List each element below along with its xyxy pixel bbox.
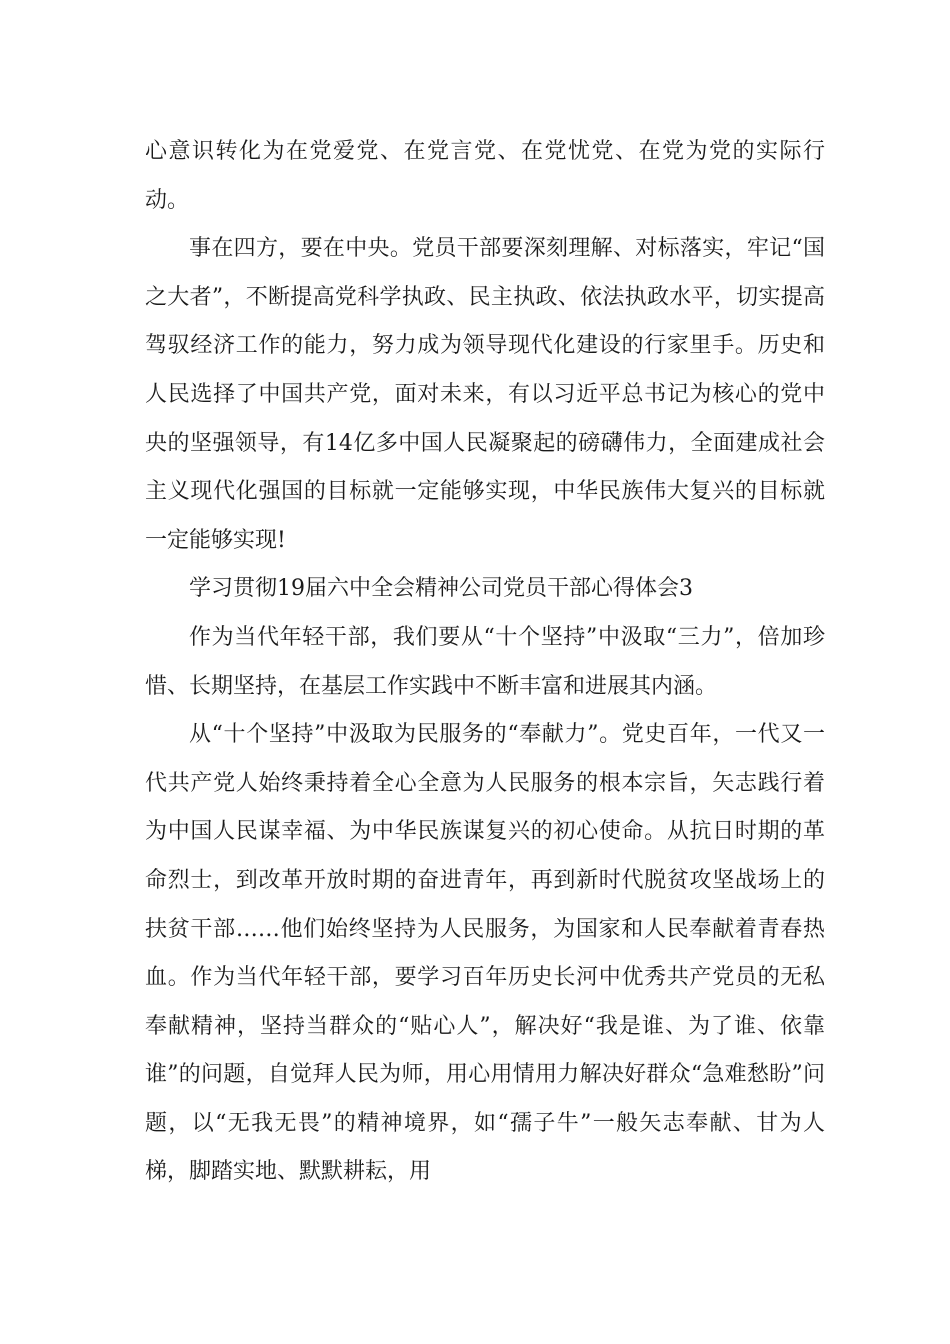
- section-heading: 学习贯彻19届六中全会精神公司党员干部心得体会3: [189, 576, 693, 602]
- paragraph-continuation: 心意识转化为在党爱党、在党言党、在党忧党、在党为党的实际行动。: [145, 139, 825, 213]
- paragraph-three-forces-intro: 作为当代年轻干部，我们要从“十个坚持”中汲取“三力”，倍加珍惜、长期坚持，在基层工作实践中不断丰富和进展其内涵。: [145, 624, 825, 699]
- paragraph-central-leadership: 事在四方，要在中央。党员干部要深刻理解、对标落实，牢记“国之大者”，不断提高党科学执政、民主执政、依法执政水平，切实提高驾驭经济工作的能力，努力成为领导现代化建设的行家里手。历史和人民选择了中国共产党，面对未来，有以习近平总书记为核心的党中央的坚强领导，有14亿多中国人民凝聚起的磅礴伟力，全面建成社会主义现代化强国的目标就一定能够实现，中华民族伟大复兴的目标就一定能够实现!: [145, 236, 825, 553]
- document-body: [145, 128, 825, 1197]
- paragraph-dedication: 从“十个坚持”中汲取为民服务的“奉献力”。党史百年，一代又一代共产党人始终秉持着全心全意为人民服务的根本宗旨，矢志践行着为中国人民谋幸福、为中华民族谋复兴的初心使命。从抗日时期的革命烈士，到改革开放时期的奋进青年，再到新时代脱贫攻坚战场上的扶贫干部……他们始终坚持为人民服务，为国家和人民奉献着青春热血。作为当代年轻干部，要学习百年历史长河中优秀共产党员的无私奉献精神，坚持当群众的“贴心人”，解决好“我是谁、为了谁、依靠谁”的问题，自觉拜人民为师，用心用情用力解决好群众“急难愁盼”问题，以“无我无畏”的精神境界，如“孺子牛”一般矢志奉献、甘为人梯，脚踏实地、默默耕耘，用: [145, 722, 825, 1185]
